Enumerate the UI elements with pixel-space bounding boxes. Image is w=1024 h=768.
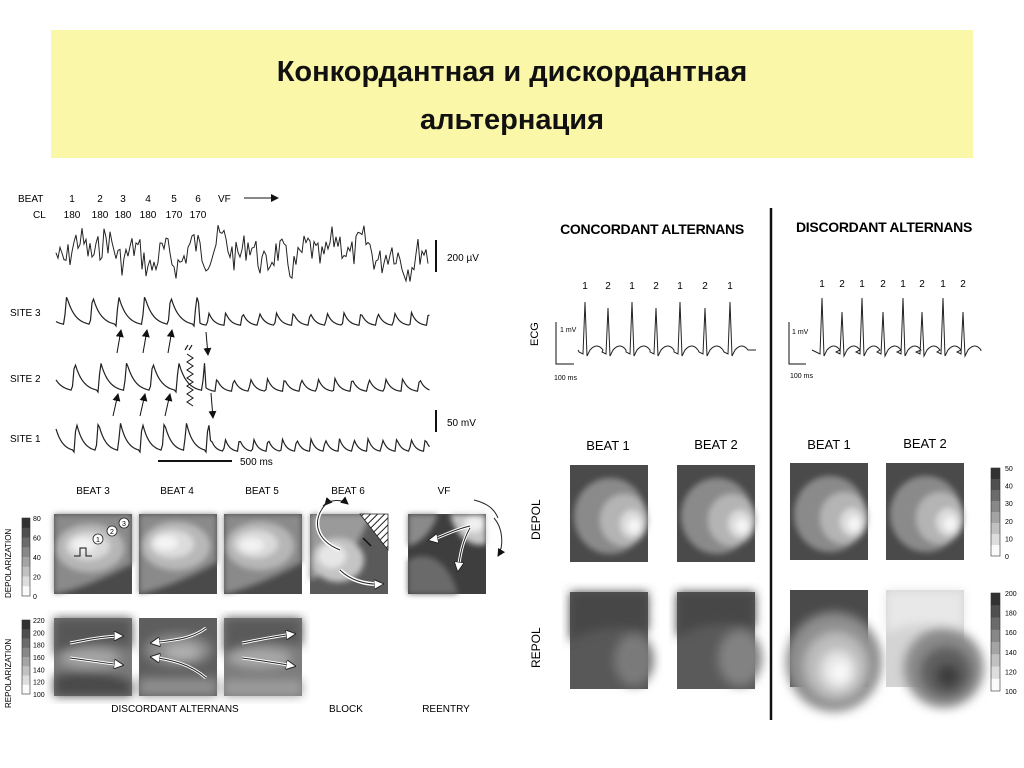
cycle-length: 180: [114, 210, 132, 221]
left-repol-tick: 100: [33, 692, 45, 699]
propagation-arrows: [113, 330, 213, 418]
beat-number: 1: [727, 281, 733, 292]
left-depol-tick: 80: [33, 516, 41, 523]
depol-row-label: DEPOL: [529, 499, 543, 540]
beat-number: 1: [940, 279, 946, 290]
disc-beat2-label: BEAT 2: [903, 436, 947, 451]
beat-number: 2: [702, 281, 708, 292]
vf-label: VF: [218, 194, 231, 205]
depol-map-beat4: [139, 514, 217, 594]
disc-beat1-label: BEAT 1: [807, 437, 851, 452]
repolarization-colorbar: [4, 618, 45, 708]
left-depol-tick: 0: [33, 594, 37, 601]
repol-map-beat3: [54, 618, 132, 696]
discordant-ecg-trace: [812, 298, 981, 356]
right-repol-colorbar: [991, 591, 1017, 696]
beat-number: 6: [195, 194, 201, 205]
conc-depol-map-beat2: [677, 465, 756, 562]
beat-number: 1: [629, 281, 635, 292]
beat-number: 2: [880, 279, 886, 290]
left-depol-tick: 60: [33, 535, 41, 543]
right-repol-tick: 200: [1005, 591, 1017, 598]
beat-number: 2: [97, 194, 103, 205]
map-title: VF: [437, 486, 451, 497]
beat-number: 2: [605, 281, 611, 292]
conduction-block-zigzag: [187, 354, 193, 406]
ecg-scale-label: 200 µV: [447, 253, 479, 264]
bottom-labels: [111, 704, 470, 715]
conduction-arrow: [113, 394, 118, 416]
conduction-arrow: [211, 393, 213, 418]
right-depol-tick: 20: [1005, 518, 1013, 526]
beat-number: 1: [859, 279, 865, 290]
beat-number: 1: [582, 281, 588, 292]
left-repol-tick: 140: [33, 667, 45, 675]
beat-number: 3: [120, 194, 126, 205]
right-repol-tick: 120: [1005, 669, 1017, 677]
map-titles: [76, 486, 450, 497]
discordant-alternans-title: DISCORDANT ALTERNANS: [796, 219, 972, 235]
map-title: BEAT 6: [331, 486, 365, 497]
beat-number: 1: [677, 281, 683, 292]
right-depol-tick: 0: [1005, 554, 1009, 561]
cycle-length: 170: [189, 210, 207, 221]
beat-number: 1: [819, 279, 825, 290]
svg-text:3: 3: [122, 521, 126, 528]
cycle-length: 180: [139, 210, 157, 221]
concordant-mv-scale: 1 mV: [560, 327, 577, 334]
right-depol-tick: 30: [1005, 501, 1013, 509]
map-title: BEAT 4: [160, 486, 194, 497]
conduction-arrow: [117, 330, 121, 353]
conduction-arrow: [140, 394, 145, 416]
ap-scale-label: 50 mV: [447, 418, 476, 429]
beat-numbers: [69, 194, 201, 205]
ecg-trace: [56, 225, 428, 281]
map-title: BEAT 5: [245, 486, 279, 497]
conduction-arrow: [143, 330, 147, 353]
disc-repol-map-beat1: [786, 590, 882, 712]
concordant-beat-numbers: [582, 281, 733, 292]
disc-depol-map-beat2: [886, 463, 964, 560]
right-repol-tick: 100: [1005, 689, 1017, 696]
concordant-alternans-title: CONCORDANT ALTERNANS: [560, 221, 744, 237]
beat-label: BEAT: [18, 194, 44, 205]
depolarization-colorbar: [4, 516, 41, 601]
right-depol-colorbar: [991, 466, 1013, 561]
conc-repol-map-beat2: [677, 592, 762, 689]
left-depol-tick: 20: [33, 574, 41, 582]
left-depol-tick: 40: [33, 555, 41, 562]
concordant-ms-scale: 100 ms: [554, 375, 577, 382]
discordant-ms-scale: 100 ms: [790, 373, 813, 380]
disc-repol-map-beat2: [886, 590, 984, 708]
right-depol-tick: 10: [1005, 536, 1013, 544]
depol-map-beat5: [224, 514, 302, 594]
reentry-label: REENTRY: [422, 704, 470, 715]
site3-label: SITE 3: [10, 308, 41, 319]
block-mark: [185, 345, 192, 350]
depol-map-beat6: [310, 500, 388, 594]
conc-beat2-label: BEAT 2: [694, 437, 738, 452]
beat-number: 5: [171, 194, 177, 205]
beat-number: 4: [145, 194, 151, 205]
beat-number: 1: [69, 194, 75, 205]
discordant-alternans-label: DISCORDANT ALTERNANS: [111, 704, 239, 715]
conc-depol-map-beat1: [570, 465, 648, 562]
left-repol-tick: 200: [33, 630, 45, 638]
cycle-length: 180: [91, 210, 109, 221]
site1-trace: [56, 423, 430, 452]
block-label: BLOCK: [329, 704, 363, 715]
site1-label: SITE 1: [10, 434, 41, 445]
site3-trace: [56, 297, 430, 326]
beat-number: 2: [839, 279, 845, 290]
right-repol-tick: 180: [1005, 610, 1017, 618]
repol-row-label: REPOL: [529, 627, 543, 668]
site2-label: SITE 2: [10, 374, 41, 385]
svg-text:2: 2: [110, 529, 114, 536]
left-repol-tick: 120: [33, 679, 45, 687]
cycle-length: 180: [63, 210, 81, 221]
discordant-beat-numbers: [819, 279, 966, 290]
depol-map-beat3: [54, 514, 132, 594]
conc-repol-map-beat1: [570, 592, 654, 689]
cycle-lengths: [64, 210, 207, 221]
cl-label: CL: [33, 210, 46, 221]
right-depol-tick: 40: [1005, 483, 1013, 491]
repol-map-beat5: [224, 618, 302, 696]
conduction-arrow: [165, 394, 170, 416]
conc-beat1-label: BEAT 1: [586, 438, 630, 453]
site2-trace: [56, 363, 430, 392]
left-repol-tick: 160: [33, 655, 45, 662]
map-title: BEAT 3: [76, 486, 110, 497]
slide-title-line-1: Конкордантная и дискордантная: [276, 56, 748, 88]
left-repol-tick: 220: [33, 618, 45, 625]
repol-axis-label: REPOLARIZATION: [4, 638, 13, 708]
beat-number: 2: [919, 279, 925, 290]
beat-header: [18, 194, 278, 221]
ecg-axis-label: ECG: [529, 322, 541, 346]
left-repol-tick: 180: [33, 642, 45, 650]
concordant-ecg-trace: [578, 302, 756, 356]
right-repol-tick: 140: [1005, 649, 1017, 657]
disc-depol-map-beat1: [790, 463, 868, 560]
depol-axis-label: DEPOLARIZATION: [4, 528, 13, 598]
depol-map-vf: [408, 500, 502, 594]
slide-title-line-2: альтернация: [419, 104, 605, 136]
cycle-length: 170: [165, 210, 183, 221]
beat-number: 2: [960, 279, 966, 290]
beat-number: 1: [900, 279, 906, 290]
svg-text:1: 1: [96, 537, 100, 544]
repol-map-beat4: [139, 618, 217, 696]
discordant-mv-scale: 1 mV: [792, 329, 809, 336]
time-scale-label: 500 ms: [240, 457, 273, 468]
right-depol-tick: 50: [1005, 466, 1013, 473]
right-repol-tick: 160: [1005, 630, 1017, 638]
beat-number: 2: [653, 281, 659, 292]
conduction-arrow: [168, 330, 172, 353]
conduction-arrow: [206, 332, 208, 355]
